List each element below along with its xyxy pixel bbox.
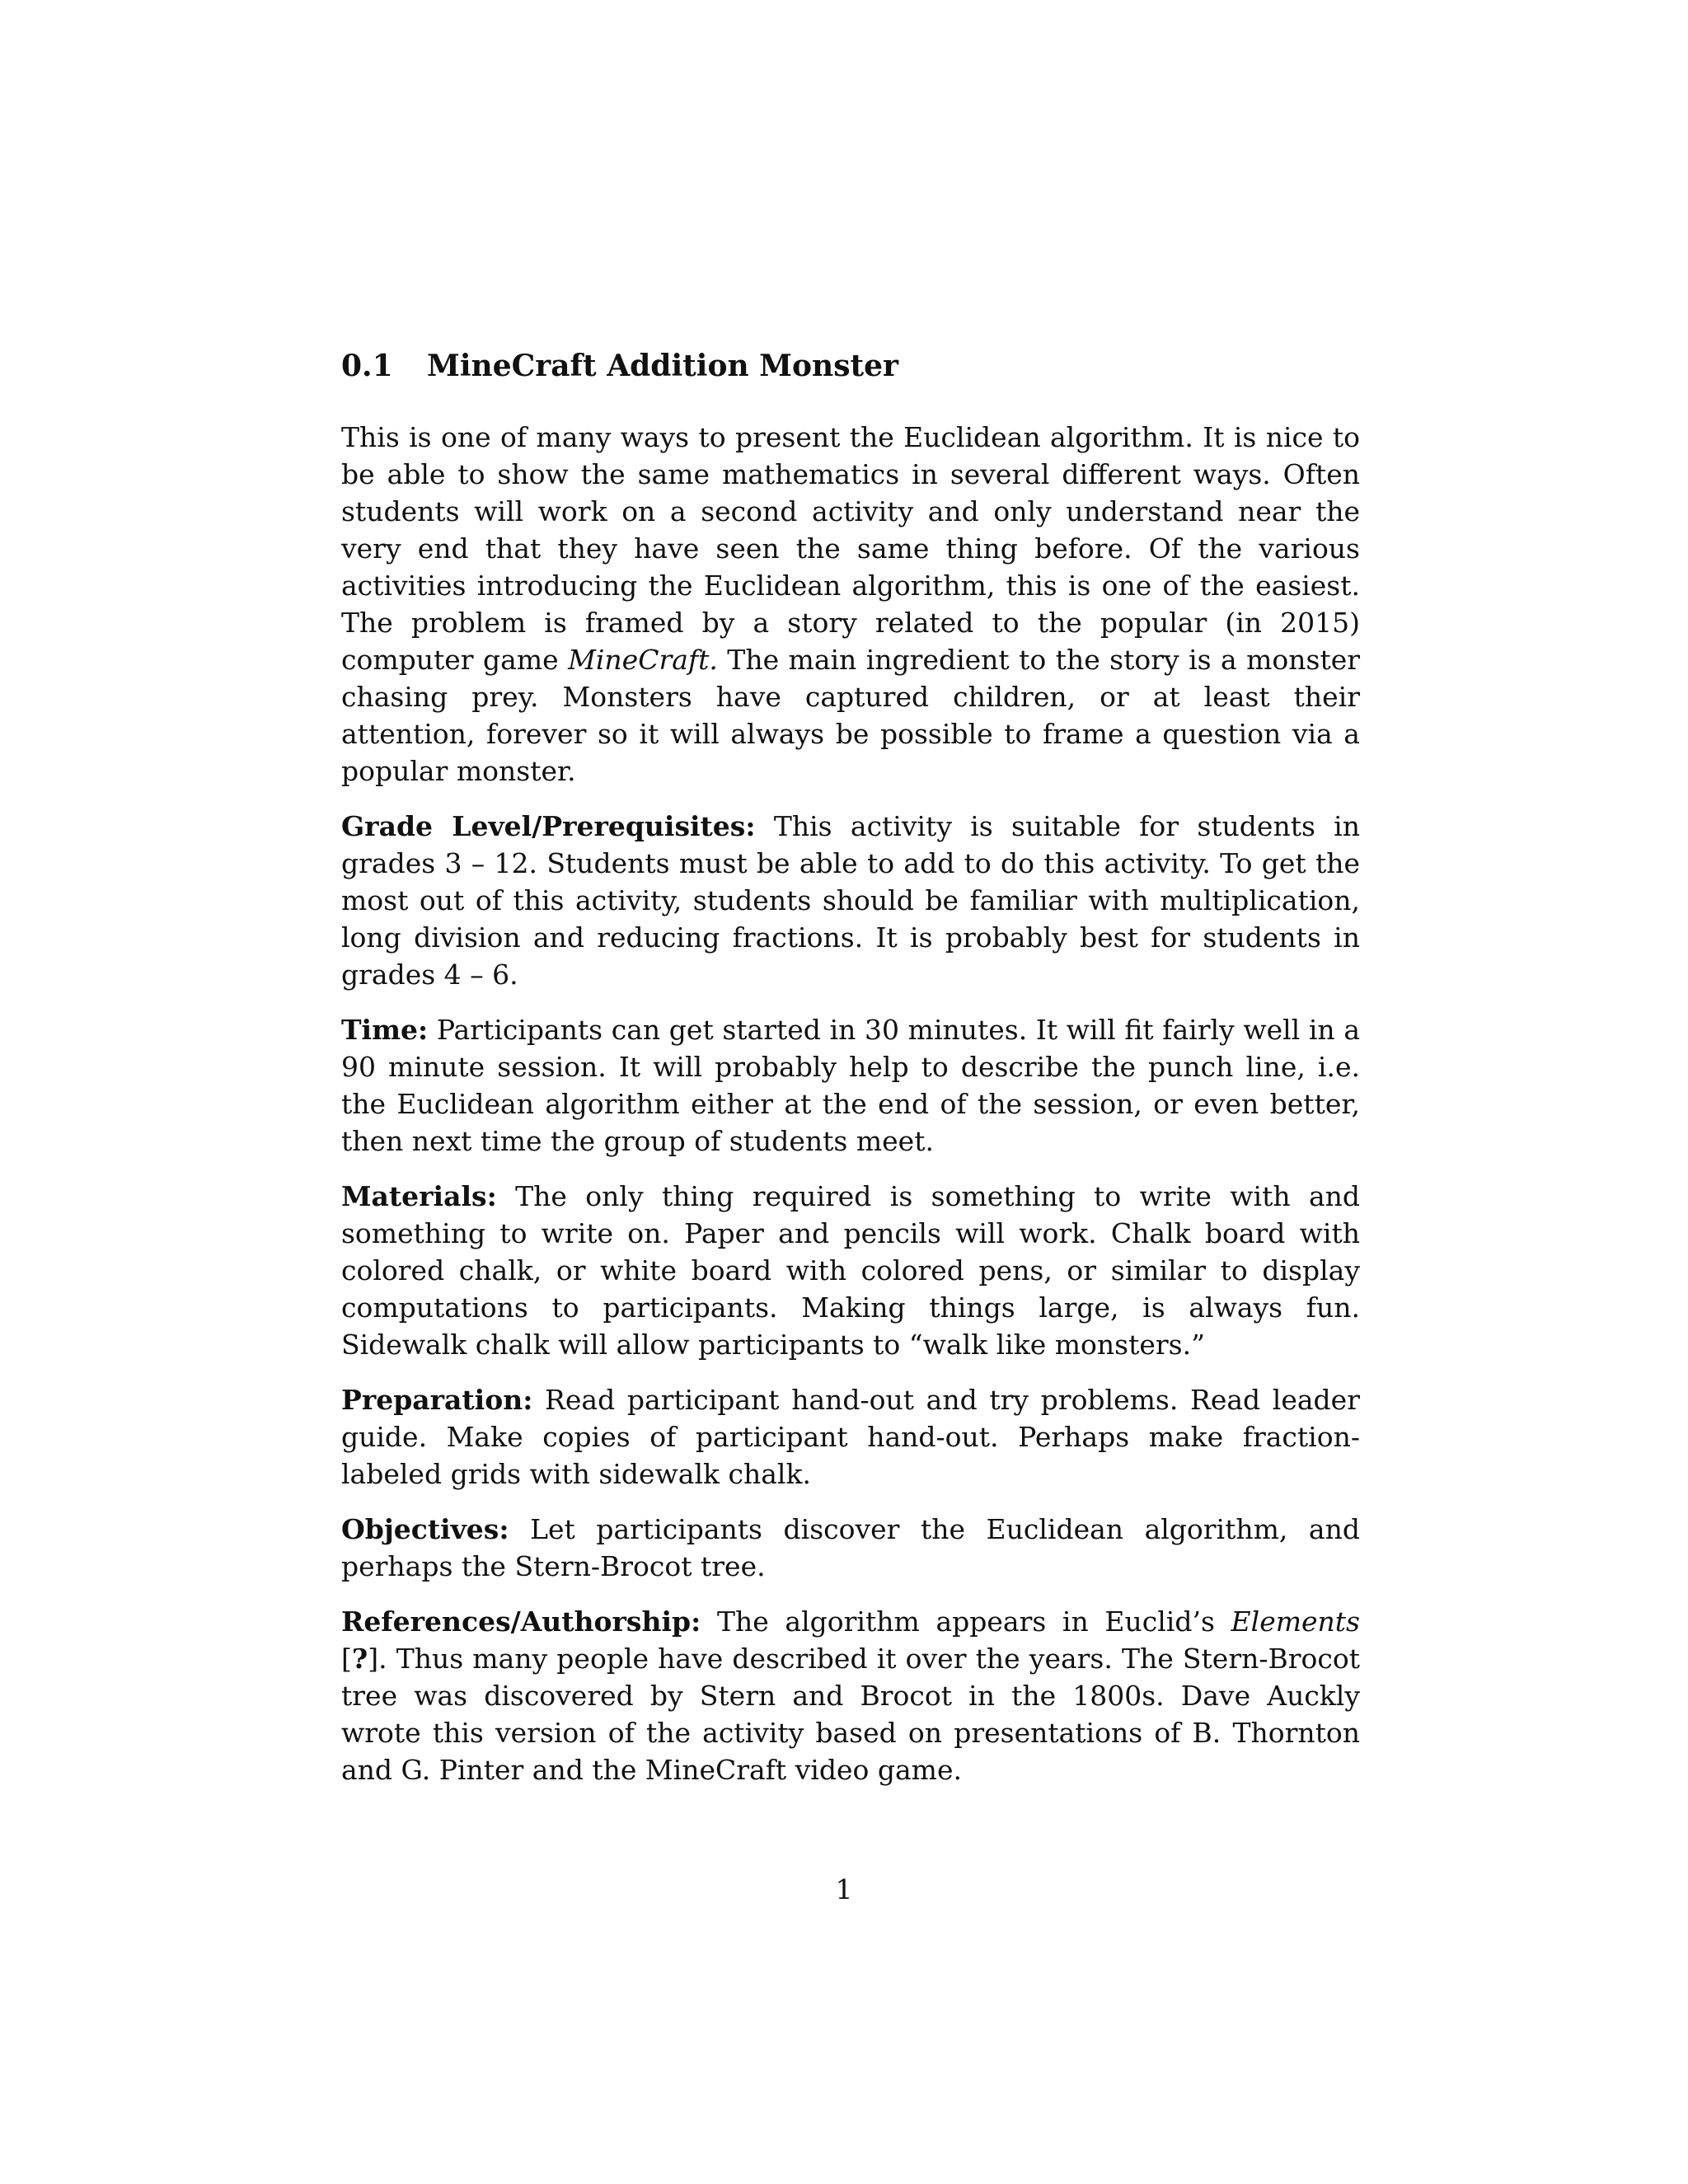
missing-citation: ? (351, 1643, 368, 1675)
preparation-paragraph (341, 1381, 1360, 1493)
time-paragraph (341, 1011, 1360, 1160)
game-name: MineCraft. (568, 644, 718, 676)
grade-level-label: Grade Level/Prerequisites: (341, 810, 756, 842)
objectives-text: Let participants discover the Euclidean algorithm, and perhaps the Stern-Brocot tree. (341, 1513, 1360, 1582)
preparation-label: Preparation: (341, 1384, 533, 1416)
elements-title: Elements (1231, 1605, 1360, 1638)
references-text-1: The algorithm appears in Euclid’s (701, 1605, 1231, 1638)
references-text-2: [ (341, 1643, 352, 1675)
page-number: 1 (835, 1873, 853, 1905)
references-label: References/Authorship: (341, 1605, 701, 1638)
section-heading (341, 346, 1360, 386)
references-text-3: ]. Thus many people have described it over the years. The Stern-Brocot tree was discovered by Stern and Brocot in the 1800s. Dave Auckly wrote this version of the activity based on presentations of B. Thornton and G. Pinter and the MineCraft video game. (341, 1643, 1360, 1786)
intro-paragraph (341, 419, 1360, 790)
intro-text-part2: The main ingredient to the story is a monster chasing prey. Monsters have captured children, or at least their attention, forever so it will always be possible to frame a question via a popular monster. (341, 644, 1361, 787)
objectives-label: Objectives: (341, 1513, 509, 1545)
grade-level-text: This activity is suitable for students in grades 3 – 12. Students must be able to add to do this activity. To get the most out of this activity, students should be familiar with multiplication, long division and reducing fractions. It is probably best for students in grades 4 – 6. (341, 810, 1360, 991)
materials-text: The only thing required is something to write with and something to write on. Paper and pencils will work. Chalk board with colored chalk, or white board with colored pens, or similar to display computations to participants. Making things large, is always fun. Sidewalk chalk will allow participants to “walk like monsters.” (341, 1180, 1360, 1361)
intro-text-part1: This is one of many ways to present the Euclidean algorithm. It is nice to be able to show the same mathematics in several different ways. Often students will work on a second activity and only understand near the very end that they have seen the same thing before. Of the various activities introducing the Euclidean algorithm, this is one of the easiest. The problem is framed by a story related to the popular (in 2015) computer game (341, 421, 1360, 676)
references-paragraph (341, 1603, 1360, 1788)
section-number: 0.1 (341, 349, 393, 383)
grade-level-paragraph (341, 808, 1360, 993)
preparation-text: Read participant hand-out and try problems. Read leader guide. Make copies of participant hand-out. Perhaps make fraction-labeled grids with sidewalk chalk. (341, 1384, 1360, 1490)
document-page (341, 346, 1360, 1807)
objectives-paragraph (341, 1511, 1360, 1585)
time-label: Time: (341, 1014, 429, 1046)
materials-paragraph (341, 1178, 1360, 1363)
section-title: MineCraft Addition Monster (427, 349, 898, 383)
time-text: Participants can get started in 30 minutes. It will fit fairly well in a 90 minute session. It will probably help to describe the punch line, i.e. the Euclidean algorithm either at the end of the session, or even better, then next time the group of students meet. (341, 1014, 1360, 1157)
materials-label: Materials: (341, 1180, 497, 1212)
